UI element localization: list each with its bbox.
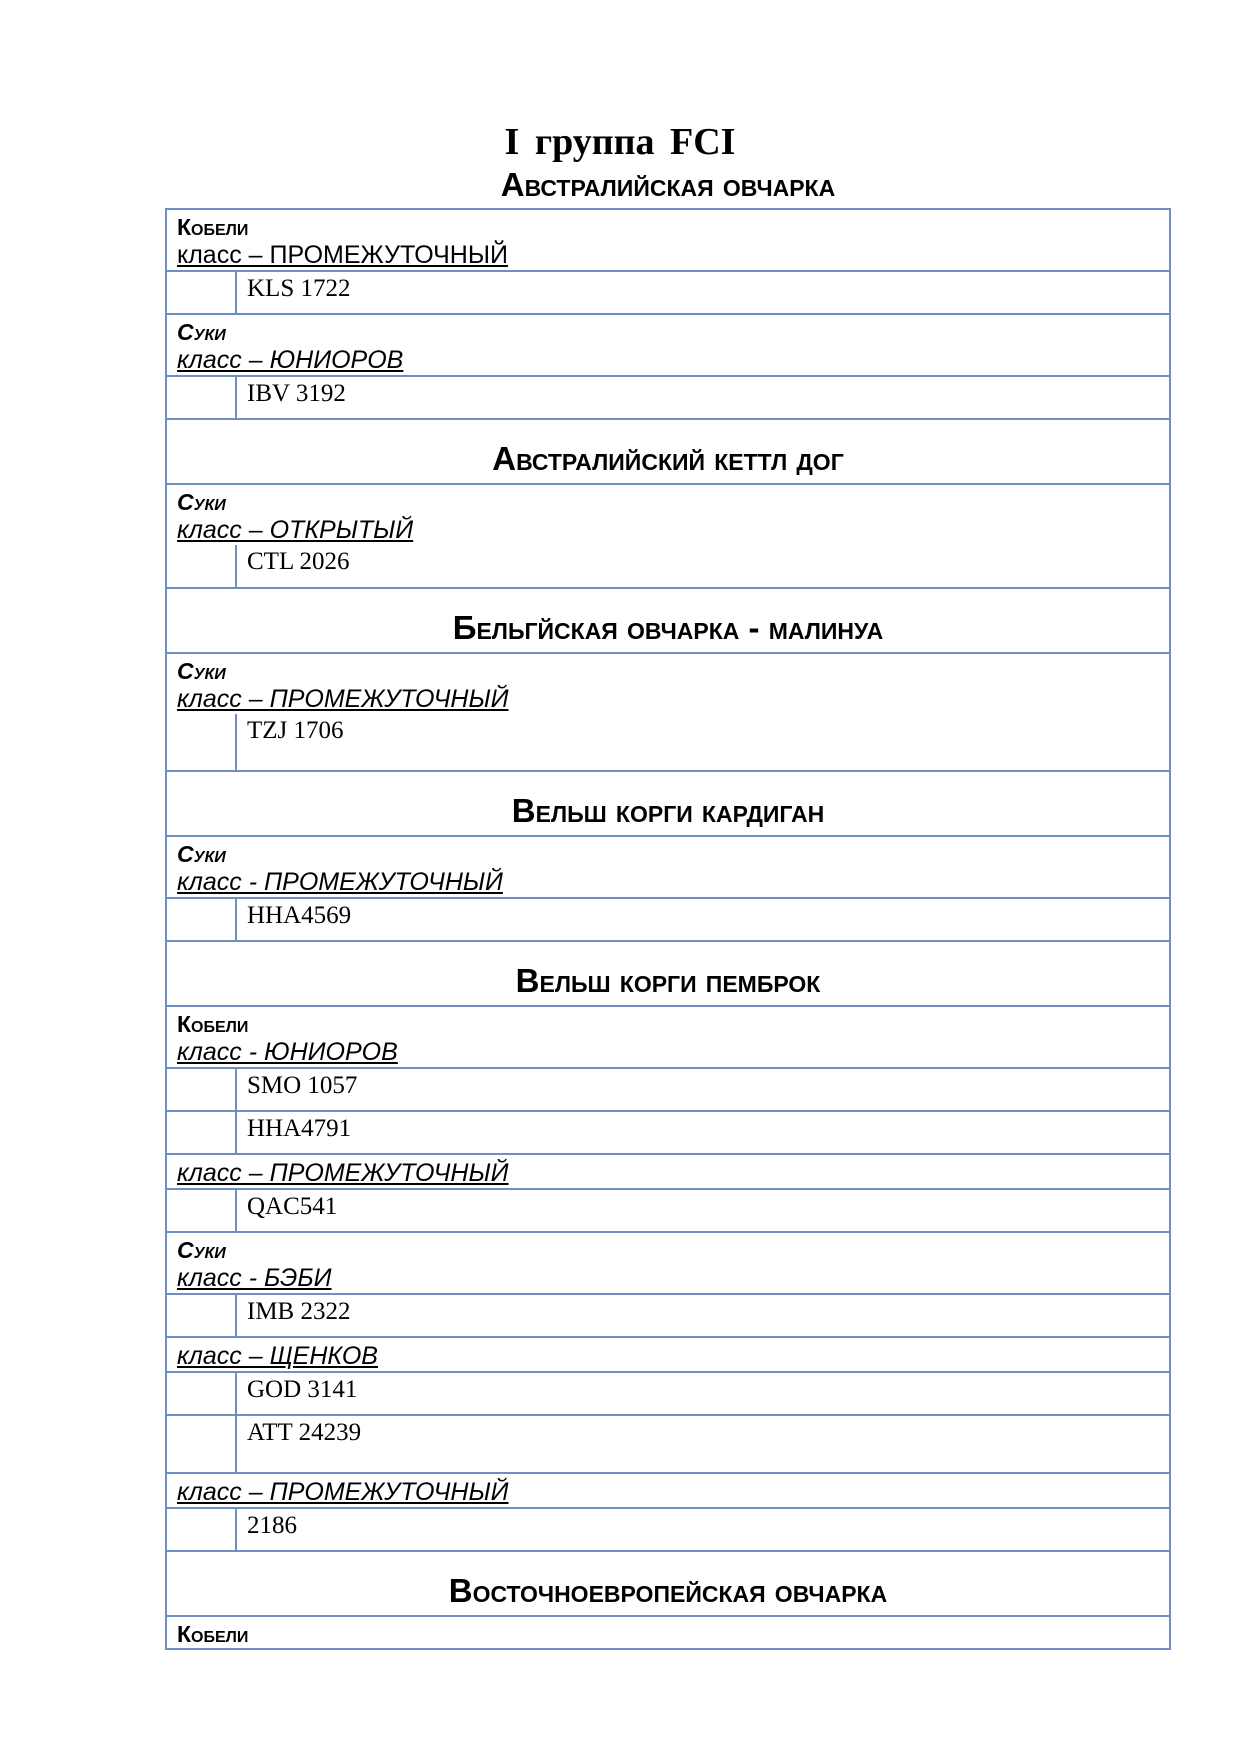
table-row [166, 271, 1170, 314]
breed-title: Австралийская овчарка [500, 166, 836, 203]
sex-label: Суки [177, 489, 226, 515]
sex-class-cell [166, 1006, 1170, 1068]
blank-cell [166, 1111, 236, 1154]
table-row [166, 1372, 1170, 1415]
sex-label: Кобели [177, 1011, 249, 1037]
breed-title: Вельш корги пемброк [166, 941, 1170, 1006]
table-row [166, 1508, 1170, 1551]
blank-cell [166, 1189, 236, 1232]
table-row [166, 209, 1170, 271]
table-row [166, 771, 1170, 836]
breed-title: Австралийский кеттл дог [166, 419, 1170, 484]
blank-cell [166, 1372, 236, 1415]
table-row [166, 419, 1170, 484]
class-label: класс – ЩЕНКОВ [177, 1342, 378, 1370]
entry-number: QAC541 [236, 1189, 1170, 1232]
table-row [166, 1415, 1170, 1473]
entry-number: SMO 1057 [236, 1068, 1170, 1111]
table-row [166, 376, 1170, 419]
sex-label: Суки [177, 841, 226, 867]
table-row [166, 714, 1170, 771]
entry-number: ATT 24239 [236, 1415, 1170, 1473]
class-label: класс – ПРОМЕЖУТОЧНЫЙ [177, 1159, 509, 1187]
entry-number: IMB 2322 [236, 1294, 1170, 1337]
class-label: класс - БЭБИ [177, 1264, 332, 1292]
table-row [166, 1337, 1170, 1372]
class-label: класс – ПРОМЕЖУТОЧНЫЙ [177, 241, 508, 269]
class-label: класс – ОТКРЫТЫЙ [177, 516, 414, 544]
sex-class-cell [166, 836, 1170, 898]
class-label: класс – ЮНИОРОВ [177, 346, 404, 374]
class-label: класс - ПРОМЕЖУТОЧНЫЙ [177, 868, 503, 896]
sex-label: Суки [177, 658, 226, 684]
class-label: класс – ПРОМЕЖУТОЧНЫЙ [177, 685, 509, 713]
blank-cell [166, 1294, 236, 1337]
entry-number: IBV 3192 [236, 376, 1170, 419]
sex-class-cell [166, 653, 1170, 714]
table-row [166, 1068, 1170, 1111]
class-cell [166, 1154, 1170, 1189]
table-row [166, 314, 1170, 376]
entry-number: GOD 3141 [236, 1372, 1170, 1415]
table-row [166, 1111, 1170, 1154]
class-label: класс - ЮНИОРОВ [177, 1038, 398, 1066]
sex-class-cell [166, 209, 1170, 271]
blank-cell [166, 271, 236, 314]
table-row [166, 1616, 1170, 1649]
sex-label: Кобели [177, 214, 249, 240]
sex-class-cell [166, 1616, 1170, 1649]
entry-number: 2186 [236, 1508, 1170, 1551]
table-row [166, 1473, 1170, 1508]
sex-class-cell [166, 314, 1170, 376]
blank-cell [166, 714, 236, 771]
table-row [166, 941, 1170, 1006]
table-row [166, 1189, 1170, 1232]
table-row [166, 898, 1170, 941]
class-label: класс – ПРОМЕЖУТОЧНЫЙ [177, 1478, 509, 1506]
table-row [166, 1232, 1170, 1294]
table-row [166, 1006, 1170, 1068]
blank-cell [166, 1415, 236, 1473]
blank-cell [166, 898, 236, 941]
blank-cell [166, 1068, 236, 1111]
sex-label: Суки [177, 319, 226, 345]
sex-label: Кобели [177, 1621, 249, 1647]
breed-title: Вельш корги кардиган [166, 771, 1170, 836]
blank-cell [166, 376, 236, 419]
group-title: I группа FCI [504, 121, 736, 163]
class-cell [166, 1473, 1170, 1508]
entry-number: HHA4569 [236, 898, 1170, 941]
entry-number: HHA4791 [236, 1111, 1170, 1154]
sex-class-cell [166, 484, 1170, 545]
breed-title: Восточноевропейская овчарка [166, 1551, 1170, 1616]
table-row [166, 588, 1170, 653]
table-row [166, 653, 1170, 714]
entry-number: CTL 2026 [236, 545, 1170, 588]
blank-cell [166, 1508, 236, 1551]
breed-title: Бельгйская овчарка - малинуа [166, 588, 1170, 653]
table-row [166, 1551, 1170, 1616]
table-row [166, 1294, 1170, 1337]
results-table [165, 208, 1171, 1650]
table-row [166, 484, 1170, 545]
table-row [166, 836, 1170, 898]
entry-number: KLS 1722 [236, 271, 1170, 314]
sex-label: Суки [177, 1237, 226, 1263]
blank-cell [166, 545, 236, 588]
class-cell [166, 1337, 1170, 1372]
sex-class-cell [166, 1232, 1170, 1294]
table-row [166, 545, 1170, 588]
entry-number: TZJ 1706 [236, 714, 1170, 771]
table-row [166, 1154, 1170, 1189]
